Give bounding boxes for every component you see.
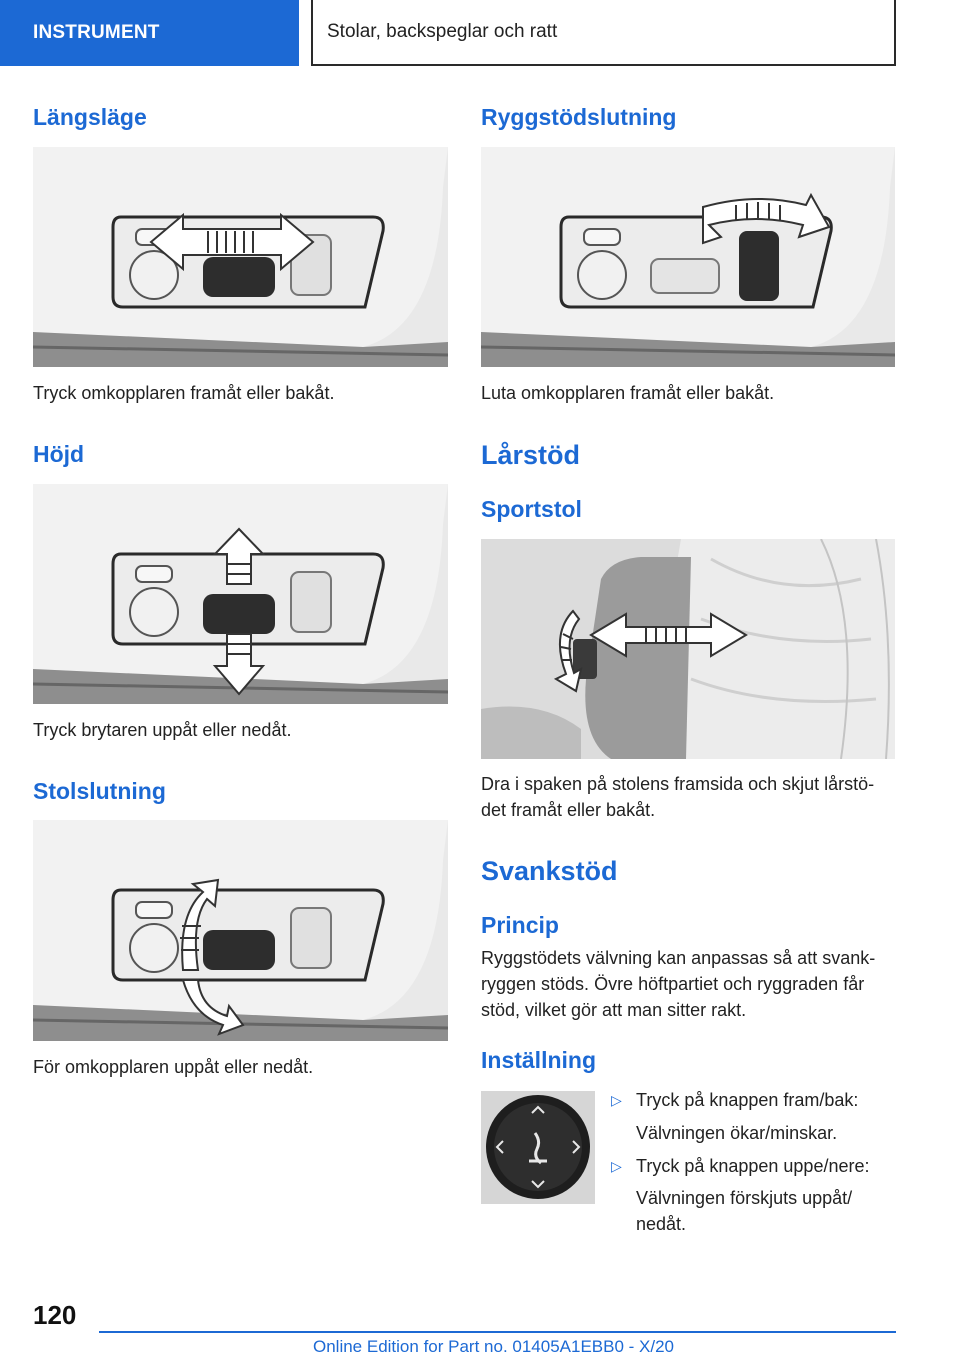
caption-backrest-tilt: Luta omkopplaren framåt eller bakåt.	[481, 383, 775, 403]
figure-lengthwise-switch	[33, 147, 448, 367]
page-number: 120	[33, 1300, 77, 1330]
figure-thigh-support	[481, 539, 895, 759]
caption-height: Tryck brytaren uppåt eller nedåt.	[33, 720, 292, 740]
heading-height: Höjd	[33, 441, 85, 467]
principle-line3: stöd, vilket gör att man sitter rakt.	[481, 1000, 747, 1020]
bullet-2-line2: Välvningen förskjuts uppåt/	[636, 1188, 853, 1208]
edition-note: Online Edition for Part no. 01405A1EBB0 - X/20	[313, 1337, 675, 1356]
section-tab: INSTRUMENT	[0, 0, 299, 66]
heading-lengthwise: Längsläge	[33, 104, 147, 130]
subheading-sport-seat: Sportstol	[481, 496, 582, 522]
footer-rule	[99, 1331, 896, 1333]
bullet-2-line3: nedåt.	[636, 1214, 687, 1234]
heading-lumbar-support: Svankstöd	[481, 856, 618, 886]
subheading-setting: Inställning	[481, 1047, 596, 1073]
figure-lumbar-button	[481, 1091, 595, 1204]
bullet-1-line1: Tryck på knappen fram/bak:	[636, 1090, 859, 1110]
triangle-bullet-icon: ▷	[611, 1158, 622, 1174]
triangle-bullet-icon: ▷	[611, 1092, 622, 1108]
caption-thigh-line1: Dra i spaken på stolens framsida och skjut lårstö-	[481, 774, 875, 794]
subheading-principle: Princip	[481, 912, 559, 938]
caption-seat-tilt: För omkopplaren uppåt eller nedåt.	[33, 1057, 314, 1077]
chapter-title: Stolar, backspeglar och ratt	[311, 0, 896, 66]
bullet-2-line1: Tryck på knappen uppe/nere:	[636, 1156, 870, 1176]
figure-backrest-switch	[481, 147, 895, 367]
heading-thigh-support: Lårstöd	[481, 440, 581, 470]
principle-line1: Ryggstödets välvning kan anpassas så att svank-	[481, 948, 876, 968]
figure-seat-tilt-switch	[33, 820, 448, 1041]
principle-line2: ryggen stöds. Övre höftpartiet och ryggraden får	[481, 974, 865, 994]
bullet-1-line2: Välvningen ökar/minskar.	[636, 1123, 838, 1143]
caption-thigh-line2: det framåt eller bakåt.	[481, 800, 656, 820]
caption-lengthwise: Tryck omkopplaren framåt eller bakåt.	[33, 383, 335, 403]
heading-seat-tilt: Stolslutning	[33, 778, 166, 804]
figure-height-switch	[33, 484, 448, 704]
heading-backrest-tilt: Ryggstödslutning	[481, 104, 677, 130]
